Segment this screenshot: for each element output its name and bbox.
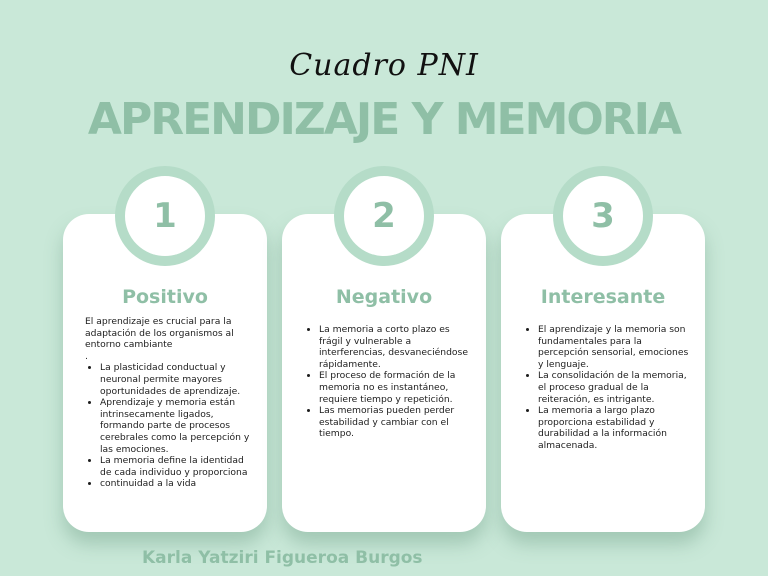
list-item: • Las memorias pueden perder estabilidad y cambiar con el tiempo.: [319, 405, 470, 440]
card-title-positivo: Positivo: [122, 286, 208, 308]
card-body-interesante: [523, 324, 689, 452]
list-item: • La memoria a largo plazo proporciona estabilidad y durabilidad a la información almacenada.: [538, 405, 689, 451]
card-positivo: [63, 196, 267, 532]
card-list: [85, 362, 251, 490]
list-item: • El aprendizaje y la memoria son fundamentales para la percepción sensorial, emociones y lenguaje.: [538, 324, 689, 370]
list-item: • La consolidación de la memoria, el proceso gradual de la reiteración, es intrigante.: [538, 370, 689, 405]
list-item: • La memoria a corto plazo es frágil y vulnerable a interferencias, desvaneciéndose rápidamente.: [319, 324, 470, 370]
list-item: • La memoria define la identidad de cada individuo y proporciona: [100, 455, 251, 478]
number-badge-2: 2: [334, 166, 434, 266]
card-dot: .: [85, 350, 88, 362]
list-item: • Aprendizaje y memoria están intrinsecamente ligados, formando parte de procesos cerebrales como la percepción y las emociones.: [100, 397, 251, 455]
list-item: • continuidad a la vida: [100, 478, 251, 490]
number-badge-1: 1: [115, 166, 215, 266]
card-body-positivo: [85, 316, 251, 490]
card-list: [523, 324, 689, 452]
list-item: • El proceso de formación de la memoria no es instantáneo, requiere tiempo y repetición.: [319, 370, 470, 405]
card-body-negativo: [304, 324, 470, 440]
card-negativo: [282, 196, 486, 532]
list-item: • La plasticidad conductual y neuronal permite mayores oportunidades de aprendizaje.: [100, 362, 251, 397]
card-intro: El aprendizaje es crucial para la adaptación de los organismos al entorno cambiante: [85, 316, 234, 351]
card-title-interesante: Interesante: [540, 286, 666, 308]
subtitle: Cuadro PNI: [289, 48, 479, 83]
card-title-negativo: Negativo: [335, 286, 433, 308]
page-title: APRENDIZAJE Y MEMORIA: [87, 94, 681, 145]
author-name: Karla Yatziri Figueroa Burgos: [142, 548, 423, 568]
card-list: [304, 324, 470, 440]
number-badge-3: 3: [553, 166, 653, 266]
card-interesante: [501, 196, 705, 532]
